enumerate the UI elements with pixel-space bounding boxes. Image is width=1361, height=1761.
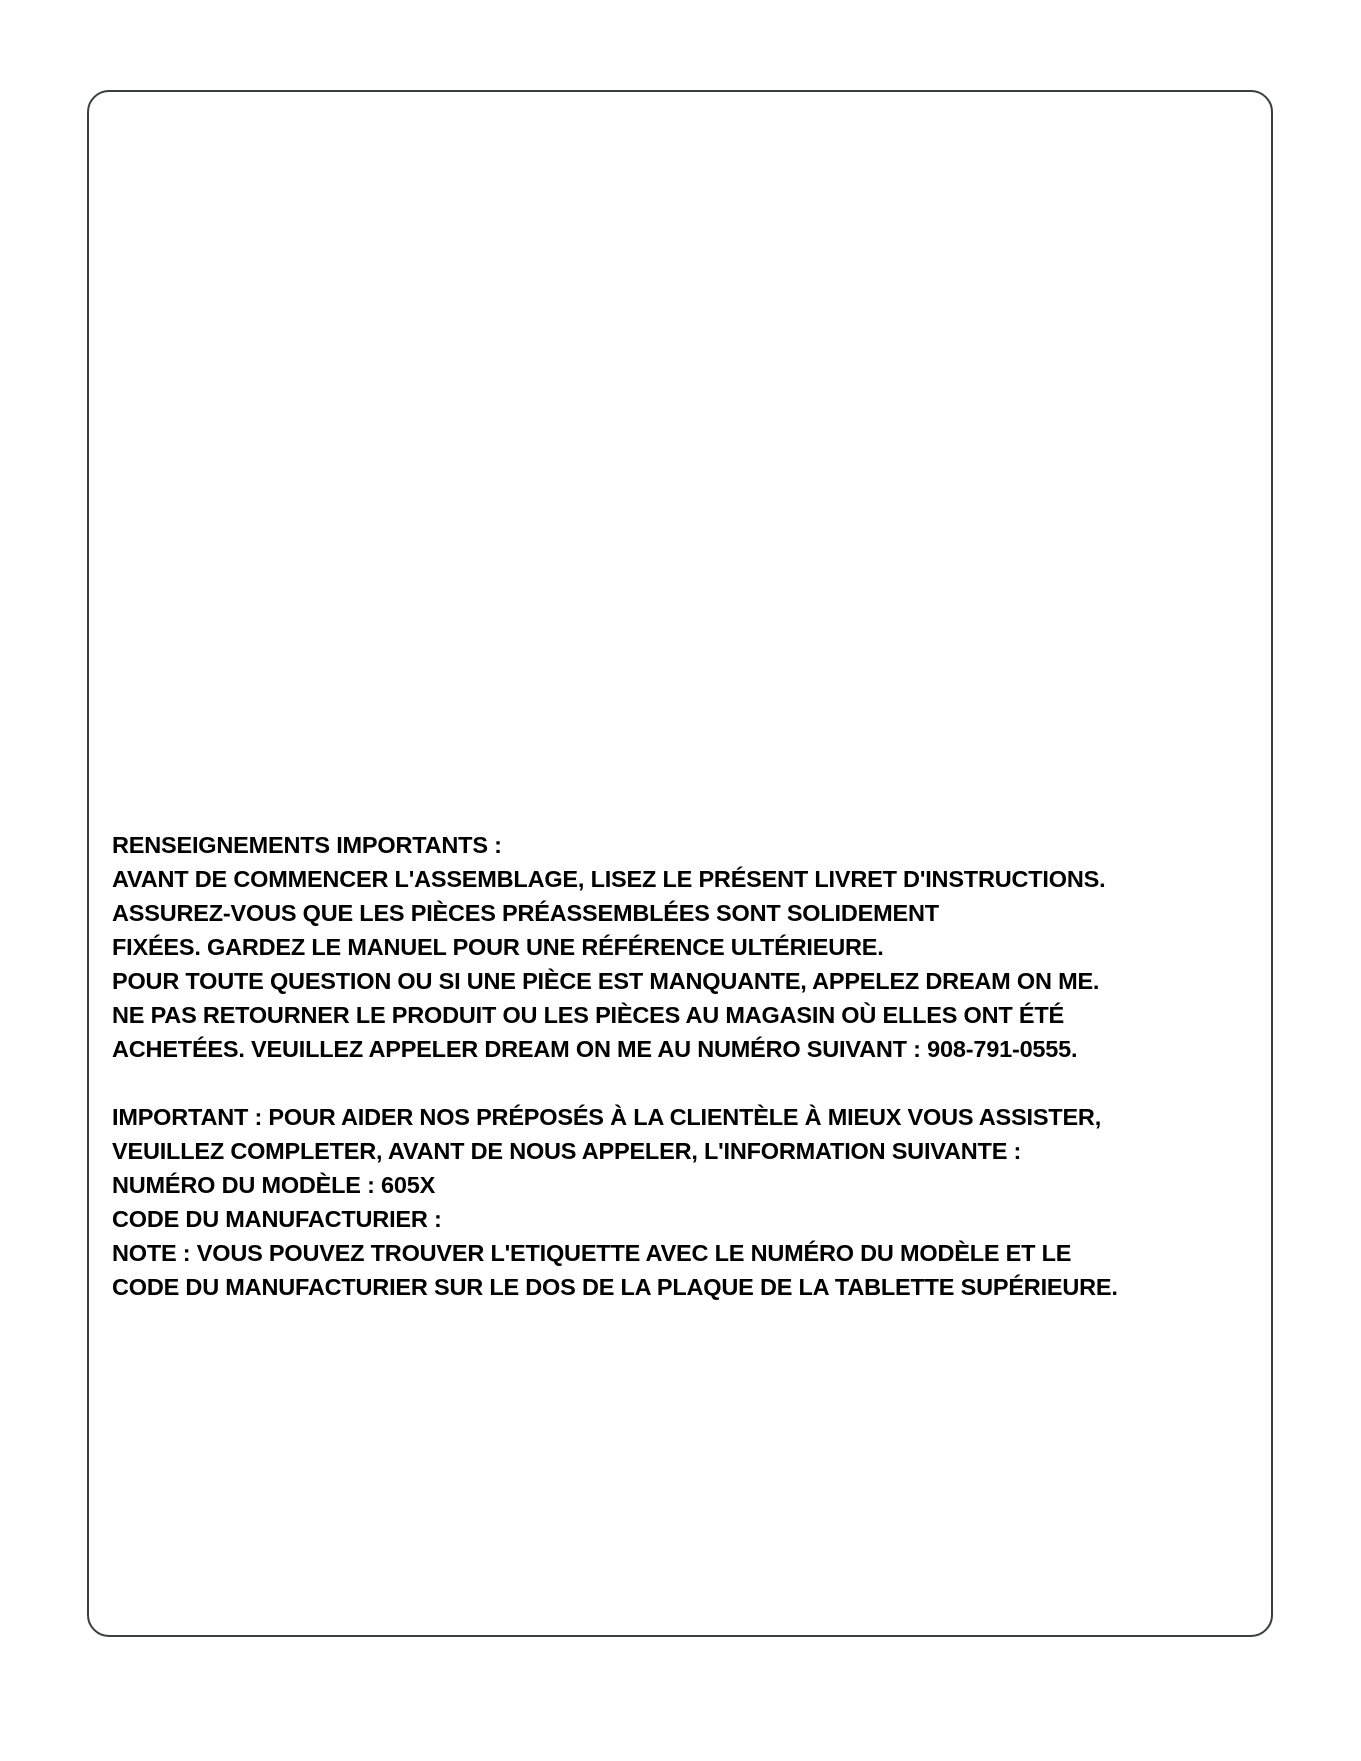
- important-information-notice: [112, 828, 1262, 1304]
- notice-line: NE PAS RETOURNER LE PRODUIT OU LES PIÈCES AU MAGASIN OÙ ELLES ONT ÉTÉ: [112, 1002, 1064, 1028]
- assembly-instructions-paragraph: [112, 828, 1262, 1066]
- notice-line: FIXÉES. GARDEZ LE MANUEL POUR UNE RÉFÉRENCE ULTÉRIEURE.: [112, 934, 884, 960]
- notice-line: AVANT DE COMMENCER L'ASSEMBLAGE, LISEZ LE PRÉSENT LIVRET D'INSTRUCTIONS.: [112, 866, 1106, 892]
- manufacturer-code-line: CODE DU MANUFACTURIER :: [112, 1206, 442, 1232]
- notice-line: CODE DU MANUFACTURIER SUR LE DOS DE LA PLAQUE DE LA TABLETTE SUPÉRIEURE.: [112, 1274, 1118, 1300]
- phone-number-line: ACHETÉES. VEUILLEZ APPELER DREAM ON ME AU NUMÉRO SUIVANT : 908-791-0555.: [112, 1036, 1078, 1062]
- paragraph-spacer: [112, 1066, 1262, 1100]
- notice-heading: RENSEIGNEMENTS IMPORTANTS :: [112, 832, 502, 858]
- notice-line: NOTE : VOUS POUVEZ TROUVER L'ETIQUETTE AVEC LE NUMÉRO DU MODÈLE ET LE: [112, 1240, 1072, 1266]
- model-number-line: NUMÉRO DU MODÈLE : 605X: [112, 1172, 436, 1198]
- notice-line: ASSUREZ-VOUS QUE LES PIÈCES PRÉASSEMBLÉES SONT SOLIDEMENT: [112, 900, 939, 926]
- notice-line: VEUILLEZ COMPLETER, AVANT DE NOUS APPELER, L'INFORMATION SUIVANTE :: [112, 1138, 1022, 1164]
- customer-service-paragraph: [112, 1100, 1262, 1304]
- notice-line: POUR TOUTE QUESTION OU SI UNE PIÈCE EST MANQUANTE, APPELEZ DREAM ON ME.: [112, 968, 1100, 994]
- notice-line: IMPORTANT : POUR AIDER NOS PRÉPOSÉS À LA CLIENTÈLE À MIEUX VOUS ASSISTER,: [112, 1104, 1102, 1130]
